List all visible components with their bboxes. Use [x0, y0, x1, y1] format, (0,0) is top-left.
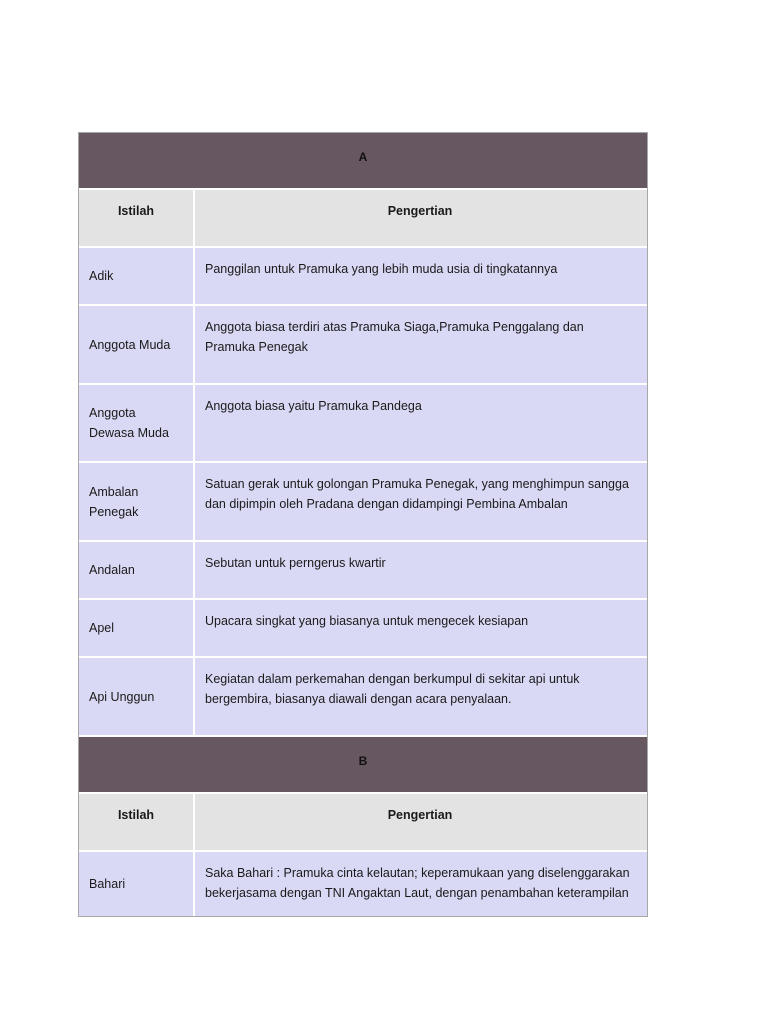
definition-cell: Anggota biasa yaitu Pramuka Pandega [205, 399, 422, 413]
glossary-table [78, 132, 648, 917]
table-row [79, 385, 647, 463]
column-header-row [79, 794, 647, 852]
term-cell: Ambalan Penegak [79, 463, 195, 540]
table-row [79, 248, 647, 306]
section-header-b: B [79, 737, 647, 794]
table-row [79, 658, 647, 737]
table-row [79, 852, 647, 916]
column-header-row [79, 190, 647, 248]
definition-cell: Sebutan untuk perngerus kwartir [205, 556, 386, 570]
table-row [79, 542, 647, 600]
column-header-term: Istilah [79, 794, 195, 850]
column-header-definition: Pengertian [387, 204, 453, 218]
definition-cell: Panggilan untuk Pramuka yang lebih muda usia di tingkatannya [205, 262, 558, 276]
term-cell: Andalan [79, 542, 195, 598]
section-header-a: A [79, 133, 647, 190]
definition-cell: Kegiatan dalam perkemahan dengan berkumpul di sekitar api untuk bergembira, biasanya diawali dengan acara penyalaan. [205, 672, 580, 706]
table-row [79, 463, 647, 542]
definition-cell: Anggota biasa terdiri atas Pramuka Siaga,Pramuka Penggalang dan Pramuka Penegak [205, 320, 584, 354]
column-header-term: Istilah [79, 190, 195, 246]
definition-cell: Saka Bahari : Pramuka cinta kelautan; keperamukaan yang diselenggarakan bekerjasama dengan TNI Angaktan Laut, dengan penambahan keterampilan [205, 866, 630, 900]
column-header-definition: Pengertian [387, 808, 453, 822]
table-row [79, 306, 647, 385]
term-cell: Anggota Muda [79, 306, 195, 383]
table-row [79, 600, 647, 658]
term-cell: Adik [79, 248, 195, 304]
term-cell: Apel [79, 600, 195, 656]
term-cell: Bahari [79, 852, 195, 916]
definition-cell: Upacara singkat yang biasanya untuk mengecek kesiapan [205, 614, 529, 628]
term-cell: Anggota Dewasa Muda [79, 385, 195, 461]
definition-cell: Satuan gerak untuk golongan Pramuka Penegak, yang menghimpun sangga dan dipimpin oleh Pradana dengan didampingi Pembina Ambalan [205, 477, 629, 511]
term-cell: Api Unggun [79, 658, 195, 735]
